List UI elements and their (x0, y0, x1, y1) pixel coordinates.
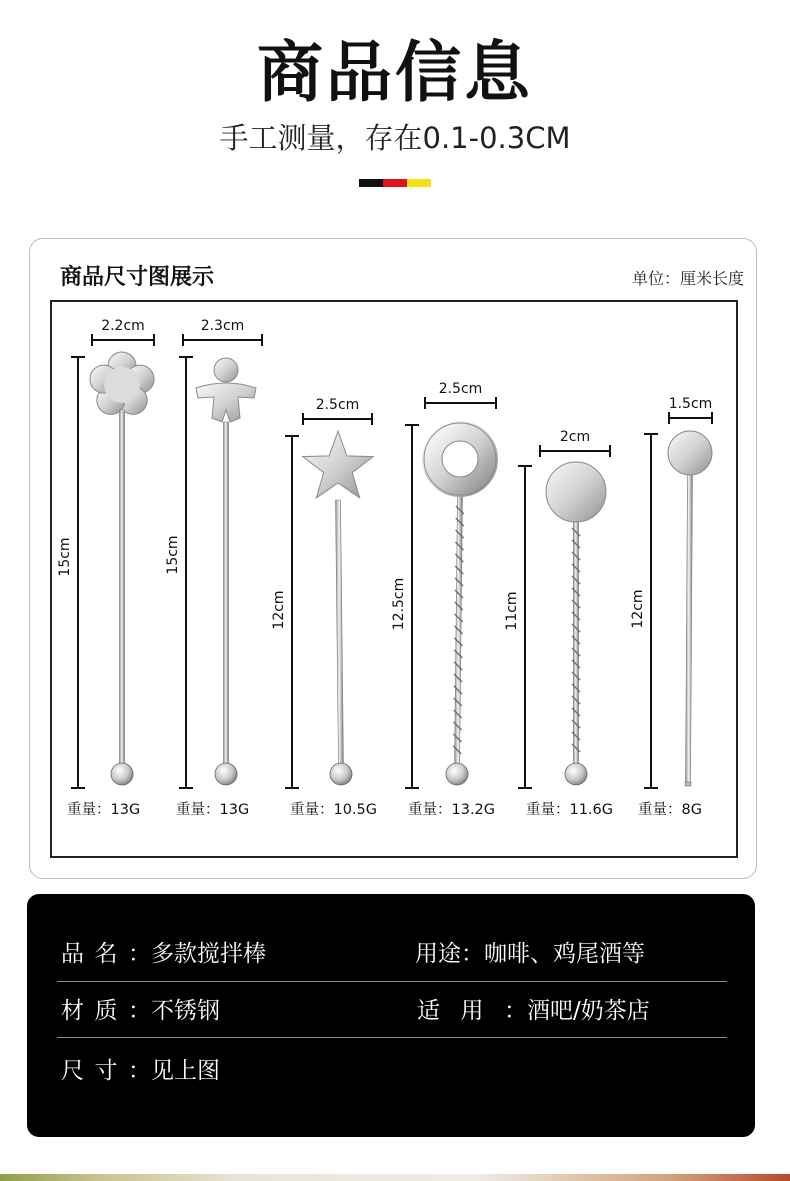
spec-suitable-label: 适用： (417, 998, 527, 1024)
ball-end (446, 763, 468, 785)
stirrer-handle (224, 422, 229, 768)
length-label: 12.5cm (391, 577, 407, 631)
spec-size-label: 尺寸： (61, 1058, 151, 1084)
spoon-head (668, 431, 712, 475)
measurement-note: 手工测量，存在0.1-0.3CM (219, 121, 571, 155)
weight-label: 重量：13G (67, 802, 141, 818)
size-chart-title: 商品尺寸图展示 (60, 265, 215, 290)
spec-divider (57, 1037, 727, 1038)
page-title: 商品信息 (257, 34, 533, 111)
ball-end (111, 763, 133, 785)
spec-name-value: 多款搅拌棒 (151, 941, 266, 967)
spec-usage (415, 938, 645, 970)
head-width-label: 2.5cm (315, 397, 360, 413)
stirrer-star (271, 397, 377, 818)
ring-head (432, 431, 488, 487)
stirrer-handle (336, 500, 344, 768)
weight-label: 重量：13.2G (408, 802, 496, 818)
ball-end (565, 763, 587, 785)
head-width-label: 2cm (559, 429, 591, 445)
unit-note: 单位：厘米长度 (631, 269, 744, 288)
disc-head (546, 462, 606, 522)
spec-suitable (417, 995, 650, 1027)
ball-end (330, 763, 352, 785)
flat-end (685, 782, 691, 786)
stirrer-handle (120, 412, 125, 768)
length-label: 12cm (630, 589, 646, 629)
spec-name (61, 938, 266, 970)
spec-divider (57, 981, 727, 982)
head-width-label: 1.5cm (668, 396, 713, 412)
head-width-label: 2.5cm (438, 381, 483, 397)
spec-material-value: 不锈钢 (151, 998, 220, 1024)
length-label: 12cm (271, 590, 287, 630)
weight-label: 重量：8G (638, 802, 702, 818)
gingerbread-body (196, 383, 256, 422)
stirrer-gingerbread-man (165, 318, 262, 818)
stirrer-round-disc (504, 429, 613, 818)
head-width-label: 2.2cm (101, 318, 145, 334)
weight-label: 重量：10.5G (290, 802, 378, 818)
spec-name-label: 品名： (61, 941, 151, 967)
length-label: 15cm (57, 537, 73, 577)
stirrer-handle (686, 472, 693, 786)
spec-usage-label: 用途： (415, 941, 484, 967)
stirrer-flower (57, 318, 154, 818)
next-section-photo-edge (0, 1174, 790, 1181)
weight-label: 重量：11.6G (526, 802, 614, 818)
ball-end (215, 763, 237, 785)
ring-inner-edge (442, 441, 478, 477)
spec-material (61, 995, 220, 1027)
star-head (303, 431, 373, 498)
flower-center (104, 367, 140, 403)
stirrer-ring (391, 381, 496, 818)
spec-size-value: 见上图 (151, 1058, 220, 1084)
spec-size (61, 1055, 220, 1087)
spec-usage-value: 咖啡、鸡尾酒等 (484, 941, 645, 967)
length-label: 11cm (504, 591, 520, 631)
length-label: 15cm (165, 535, 181, 575)
stirrer-round-spoon (630, 396, 712, 818)
gingerbread-head (214, 358, 238, 382)
weight-label: 重量：13G (176, 802, 250, 818)
spec-suitable-value: 酒吧/奶茶店 (527, 998, 650, 1024)
head-width-label: 2.3cm (200, 318, 245, 334)
spec-material-label: 材质： (61, 998, 151, 1024)
